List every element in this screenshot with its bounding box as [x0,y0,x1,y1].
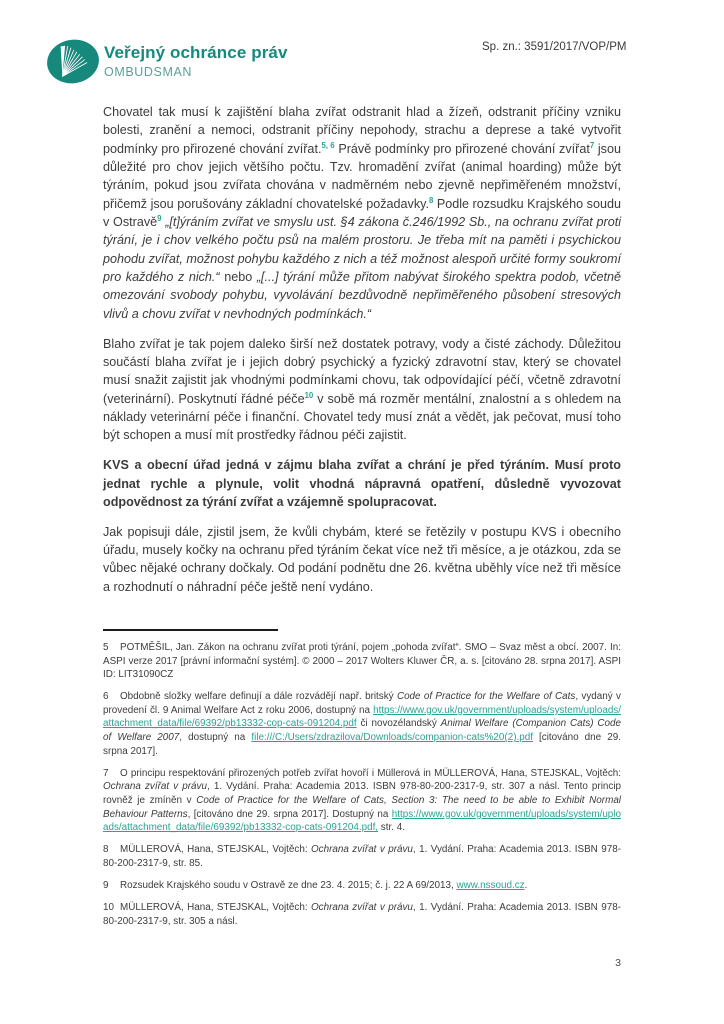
text-run: Code of Practice for the Welfare of Cats, Section 3: The need to be able to Exhibit Normal Behaviour Patterns [103,794,622,820]
text-run: str. 4. [378,822,405,834]
text-run: MÜLLEROVÁ, Hana, STEJSKAL, Vojtěch: [120,844,311,856]
footnote [103,843,621,870]
text-run: „[...] týrání může přitom nabývat širokého spektra podob, včetně omezování svobody pohybu, vyvolávání bezdůvodně nepřiměřeného působení stresových vlivů a chovu zvířat v nevhodných podmínkách.“ [103,270,622,321]
footnote [103,690,621,758]
footnote-number: 5 [103,642,109,653]
text-run: jsou důležité pro chov jejich většího počtu. Tzv. hromadění zvířat (animal hoarding) může být týráním, pokud jsou zvířata chována v nadměrném nebo zjevně nepřiměřeném množství, přičemž jsou porušovány základní chovatelské požadavky. [103,141,621,211]
text-run: Ochrana zvířat v právu [310,902,413,913]
footnote-ref: 5, 6 [321,140,335,150]
text-run: [citováno dne 29. srpna 2017]. [103,732,621,757]
footnote-ref: 7 [589,140,595,150]
text-run: , 1. Vydání. Praha: Academia 2013. ISBN 978-80-200-2317-9, str. 85. [103,844,621,869]
text-run: Rozsudek Krajského soudu v Ostravě ze dne 23. 4. 2015; č. j. 22 A 69/2013, [120,879,457,891]
text-run: Chovatel tak musí k zajištění blaha zvířat odstranit hlad a žízeň, odstranit příčiny vzniku bolesti, zranění a nemoci, odstranit příčiny nepohody, strachu a deprese a také vytvořit podmínky pro přirozené chování zvířat. [103,105,621,156]
text-run: Podle rozsudku Krajského soudu v Ostravě [103,196,621,230]
ombudsman-logo-icon [46,38,100,85]
footnote [103,901,621,928]
footnote-ref: 9 [157,213,162,223]
reference-number: Sp. zn.: 3591/2017/VOP/PM [482,41,627,53]
footnote-ref: 8 [429,195,434,205]
text-run: Code of Practice for the Welfare of Cats [396,691,576,703]
text-run: Ochrana zvířat v právu [103,781,207,793]
document-body [103,103,621,608]
footnote-number: 10 [103,902,114,913]
hyperlink[interactable]: https://www.gov.uk/government/uploads/system/uploads/attachment_data/file/69392/pb13332-cop-cats-091204.pdf, [103,808,621,834]
text-run: Blaho zvířat je tak pojem daleko širší než dostatek potravy, vody a čisté záchody. Důležitou součástí blaha zvířat je i jejich dobrý psychický a fyzický zdravotní stav, který se chovatel musí snažit zajistit jak vhodnými podmínkami chovu, tak odpovídající péčí, včetně zdravotní (veterinární). Poskytnutí řádné péče [103,336,621,406]
footnote-number: 6 [103,691,109,703]
text-run: , dostupný na [179,732,252,744]
page-number: 3 [615,957,621,969]
text-run: Jak popisuji dále, zjistil jsem, že kvůli chybám, které se řetězily v postupu KVS i obecního úřadu, musely kočky na ochranu před týráním čekat více než tři měsíce, a je otázkou, zda se vůbec nějaké ochrany dočkaly. Od podání podnětu dne 26. května uběhly více než tři měsíce a rozhodnutí o náhradní péče ještě není vydáno. [103,524,621,594]
footnote-ref: 10 [304,390,314,400]
ombudsman-logo [46,38,100,85]
footnote-number: 7 [103,767,109,779]
text-run: Animal Welfare (Companion Cats) Code of Welfare 2007 [103,718,621,744]
paragraph [103,103,621,323]
footnote [103,641,621,682]
text-run: , [citováno dne 29. srpna 2017]. Dostupný na [187,808,392,820]
footnote [103,767,621,835]
text-run: či novozélandský [356,718,441,730]
text-run: Ochrana zvířat v právu [310,844,413,856]
text-run: MÜLLEROVÁ, Hana, STEJSKAL, Vojtěch: [120,902,311,913]
hyperlink[interactable]: www.nssoud.cz [456,879,525,891]
text-run: , 1. Vydání. Praha: Academia 2013. ISBN 978-80-200-2317-9, str. 307 a násl. Tento princip rovněž je zmíněn v [103,781,622,806]
text-run: . [524,879,528,891]
paragraph [103,523,621,596]
brand-block [104,43,288,80]
text-run: Právě podmínky pro přirozené chování zvířat [334,141,590,156]
text-run: KVS a obecní úřad jedná v zájmu blaha zvířat a chrání je před týráním. Musí proto jednat rychle a plynule, volit vhodná nápravná opatření, důsledně vyvozovat odpovědnost za týrání zvířat a vzájemně spolupracovat. [103,458,621,509]
footnote-number: 8 [103,844,109,856]
footnote-number: 9 [103,879,109,891]
hyperlink[interactable]: https://www.gov.uk/government/uploads/system/uploads/attachment_data/file/69392/pb13332-cop-cats-091204.pdf [103,704,621,730]
text-run: Obdobně složky welfare definují a dále rozvádějí např. britský [120,691,397,703]
footnotes-section [103,641,621,937]
text-run: POTMĚŠIL, Jan. Zákon na ochranu zvířat proti týrání, pojem „pohoda zvířat“. SMO – Svaz měst a obcí. 2007. In: ASPI verze 2017 [právní informační systém]. © 2000 – 2017 Wolters Kluwer ČR, a. s. [citováno 28. srpna 2017]. ASPI ID: LIT31090CZ [103,642,621,681]
text-run: O principu respektování přirozených potřeb zvířat hovoří i Müllerová in MÜLLEROVÁ, Hana, STEJSKAL, Vojtěch: [120,767,621,779]
text-run: nebo [219,270,257,285]
text-run: v sobě má rozměr mentální, znalostní a s ohledem na náklady veterinární péče i finanční. Chovatel tedy musí znát a vědět, jak pečovat, musí toho být schopen a musí mít prostředky řádnou péči zajistit. [103,391,621,443]
text-run: , vydaný v provedení čl. 9 Animal Welfare Act z roku 2006, dostupný na [103,691,621,716]
text-run: „[t]ýráním zvířat ve smyslu ust. §4 zákona č.246/1992 Sb., na ochranu zvířat proti týrání, je i chov velkého počtu psů na malém prostoru. Je třeba mít na paměti i psychickou pohodu zvířat, možnost pohybu každého z nich a též možnost alespoň určité formy soukromí pro každého z nich.“ [103,215,622,285]
text-run: , 1. Vydání. Praha: Academia 2013. ISBN 978-80-200-2317-9, str. 305 a násl. [103,902,621,927]
hyperlink[interactable]: file:///C:/Users/zdrazilova/Downloads/companion-cats%20(2).pdf [251,732,533,744]
paragraph [103,456,621,511]
logo-subtitle: OMBUDSMAN [104,65,193,79]
paragraph [103,335,621,445]
logo-title: Veřejný ochránce práv [104,43,288,62]
footnote [103,879,621,893]
footnote-separator [103,629,278,631]
